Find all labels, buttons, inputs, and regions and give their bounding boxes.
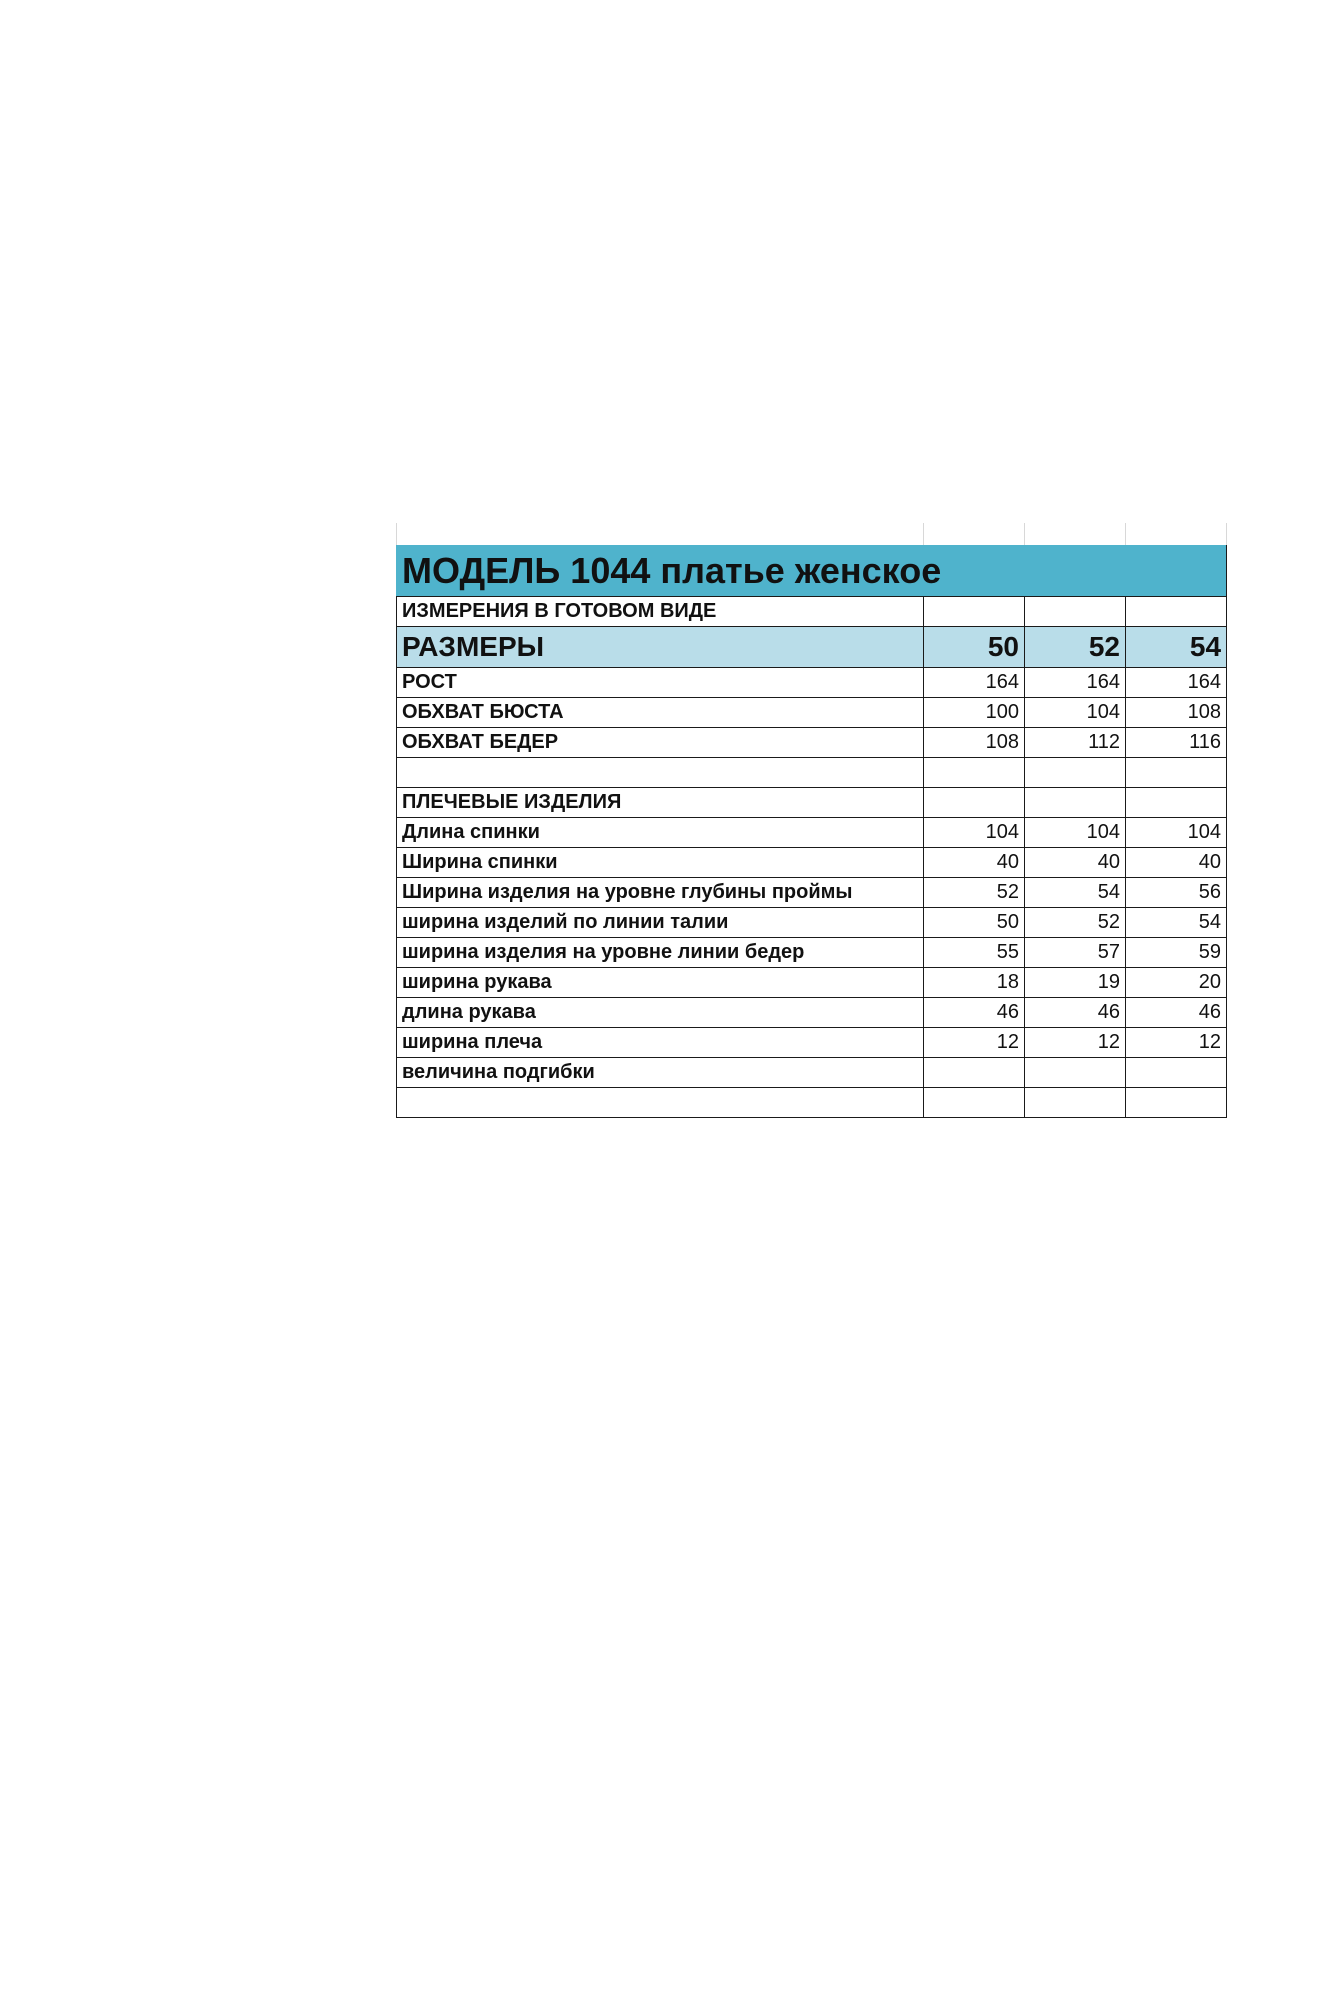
measurement-value: 19 <box>1025 968 1126 998</box>
table-row <box>397 818 1227 848</box>
gridline <box>923 523 924 545</box>
measurement-value: 112 <box>1025 728 1126 758</box>
measurement-value: 18 <box>924 968 1025 998</box>
measurement-value <box>924 1058 1025 1088</box>
measurement-value: 104 <box>1025 698 1126 728</box>
table-row <box>397 998 1227 1028</box>
measurement-label: Ширина спинки <box>397 848 924 878</box>
empty-cell <box>1025 597 1126 627</box>
measurement-value: 59 <box>1126 938 1227 968</box>
measurement-value: 40 <box>1126 848 1227 878</box>
measurement-value: 50 <box>924 908 1025 938</box>
measurement-value: 55 <box>924 938 1025 968</box>
measurement-label: ширина изделия на уровне линии бедер <box>397 938 924 968</box>
empty-cell <box>924 597 1025 627</box>
measurement-value <box>1126 758 1227 788</box>
table-row <box>397 758 1227 788</box>
measurement-value: 46 <box>1025 998 1126 1028</box>
measurement-label: Длина спинки <box>397 818 924 848</box>
measurement-value <box>924 758 1025 788</box>
measurement-value <box>1126 1058 1227 1088</box>
table-row <box>397 878 1227 908</box>
model-title: МОДЕЛЬ 1044 платье женское <box>397 546 1227 597</box>
measurement-label <box>397 758 924 788</box>
table-row <box>397 788 1227 818</box>
measurement-label: Ширина изделия на уровне глубины проймы <box>397 878 924 908</box>
measurement-value <box>924 788 1025 818</box>
measurement-value: 12 <box>1025 1028 1126 1058</box>
table-row <box>397 668 1227 698</box>
measurement-value: 100 <box>924 698 1025 728</box>
table-row <box>397 1028 1227 1058</box>
measurement-value: 54 <box>1126 908 1227 938</box>
measurement-value <box>1126 788 1227 818</box>
measurement-value <box>924 1088 1025 1118</box>
measurement-value: 12 <box>924 1028 1025 1058</box>
size-header: 50 <box>924 627 1025 668</box>
table-row <box>397 1088 1227 1118</box>
measurement-value: 52 <box>1025 908 1126 938</box>
measurement-value <box>1025 1088 1126 1118</box>
measurement-label: ОБХВАТ БЮСТА <box>397 698 924 728</box>
measurement-label: длина рукава <box>397 998 924 1028</box>
measurement-value: 46 <box>924 998 1025 1028</box>
measurement-value: 104 <box>1025 818 1126 848</box>
table-row <box>397 848 1227 878</box>
measurement-value: 12 <box>1126 1028 1227 1058</box>
subtitle-row <box>397 597 1227 627</box>
gridline <box>1125 523 1126 545</box>
measurement-value: 104 <box>1126 818 1227 848</box>
title-row <box>397 546 1227 597</box>
measurement-label: ширина рукава <box>397 968 924 998</box>
measurement-value: 46 <box>1126 998 1227 1028</box>
measurement-value: 164 <box>1025 668 1126 698</box>
empty-cell <box>1126 597 1227 627</box>
measurement-value: 108 <box>1126 698 1227 728</box>
table-row <box>397 1058 1227 1088</box>
measurement-value <box>1025 1058 1126 1088</box>
size-header: 52 <box>1025 627 1126 668</box>
table-row <box>397 698 1227 728</box>
measurement-value: 164 <box>924 668 1025 698</box>
size-header: 54 <box>1126 627 1227 668</box>
measurement-label: ширина плеча <box>397 1028 924 1058</box>
measurement-value: 164 <box>1126 668 1227 698</box>
measurement-value: 116 <box>1126 728 1227 758</box>
size-chart-table <box>396 545 1227 1118</box>
gridline <box>396 523 397 545</box>
measurement-value: 104 <box>924 818 1025 848</box>
measurement-value <box>1025 788 1126 818</box>
measurements-subtitle: ИЗМЕРЕНИЯ В ГОТОВОМ ВИДЕ <box>397 597 924 627</box>
size-chart-sheet <box>393 523 1238 1138</box>
measurement-value: 57 <box>1025 938 1126 968</box>
measurement-value <box>1025 758 1126 788</box>
table-row <box>397 968 1227 998</box>
measurement-label <box>397 1088 924 1118</box>
gridline <box>1024 523 1025 545</box>
measurement-value: 54 <box>1025 878 1126 908</box>
measurement-label: ОБХВАТ БЕДЕР <box>397 728 924 758</box>
table-row <box>397 908 1227 938</box>
measurement-label: величина подгибки <box>397 1058 924 1088</box>
measurement-value: 56 <box>1126 878 1227 908</box>
sizes-label: РАЗМЕРЫ <box>397 627 924 668</box>
table-row <box>397 938 1227 968</box>
measurement-label: ПЛЕЧЕВЫЕ ИЗДЕЛИЯ <box>397 788 924 818</box>
measurement-value: 40 <box>924 848 1025 878</box>
measurement-value: 52 <box>924 878 1025 908</box>
measurement-value <box>1126 1088 1227 1118</box>
gridline <box>1226 523 1227 545</box>
measurement-value: 20 <box>1126 968 1227 998</box>
measurement-label: РОСТ <box>397 668 924 698</box>
measurement-value: 108 <box>924 728 1025 758</box>
measurement-value: 40 <box>1025 848 1126 878</box>
measurement-label: ширина изделий по линии талии <box>397 908 924 938</box>
table-row <box>397 728 1227 758</box>
sizes-header-row <box>397 627 1227 668</box>
